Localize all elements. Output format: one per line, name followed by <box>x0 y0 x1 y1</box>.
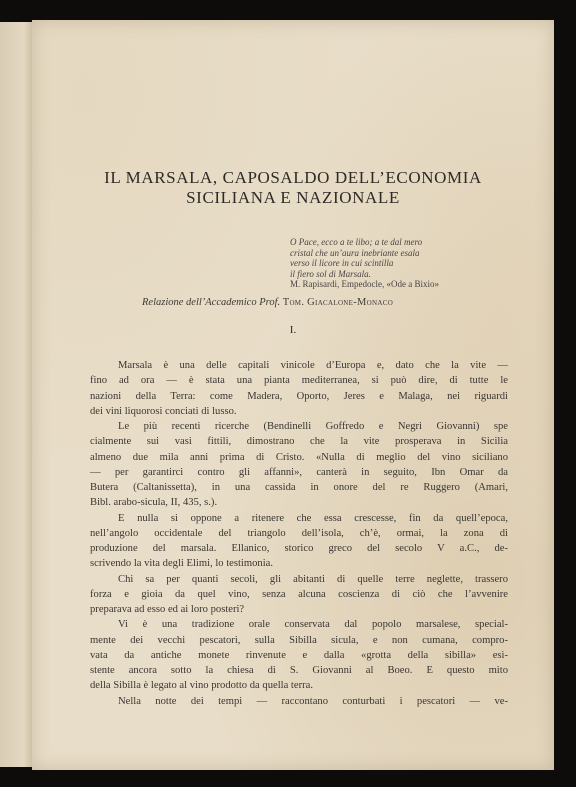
text-line: fino ad ora — è stata una pianta mediterranea, si può dire, di tutte le <box>90 375 508 387</box>
text-line: mente dei vecchi pescatori, sulla Sibilla sicula, e non cumana, compro- <box>90 634 508 646</box>
text-line: Bibl. arabo-sicula, II, 435, s.). <box>90 497 218 509</box>
text-line: scrivendo la vita degli Elimi, lo testimonia. <box>90 558 274 570</box>
paragraph-6 <box>90 694 508 709</box>
report-author: Tom. Giacalone-Monaco <box>282 297 394 308</box>
epigraph <box>290 237 520 290</box>
report-byline-prefix: Relazione dell’Accademico Prof. <box>142 297 281 308</box>
epigraph-line: il fiero sol di Marsala. <box>290 268 371 279</box>
epigraph-line: verso il licore in cui scintilla <box>290 258 394 268</box>
paragraph-5 <box>90 617 508 693</box>
text-line: produzione del marsala. Ellanico, storico greco del secolo V a.C., de- <box>90 543 508 554</box>
text-line: Vi è una tradizione orale conservata dal popolo marsalese, special- <box>118 619 508 631</box>
text-line: — per garantirci contro gli affanni», canterà in seguito, Ibn Omar da <box>90 466 508 478</box>
paragraph-3 <box>90 511 508 572</box>
text-line: E nulla si oppone a ritenere che essa crescesse, fin da quell’epoca, <box>118 512 508 524</box>
text-line: della Sibilla è legato al vino prodotto da quella terra. <box>90 680 313 692</box>
previous-page-edge <box>0 22 35 767</box>
text-line: preparava ad esso ed ai loro posteri? <box>90 604 245 615</box>
paragraph-1 <box>90 358 508 419</box>
text-line: almeno due mila anni prima di Cristo. «Nulla di meglio del vino siciliano <box>90 451 508 463</box>
page-title-line-2: SICILIANA E NAZIONALE <box>186 188 400 207</box>
paragraph-2 <box>90 419 508 511</box>
epigraph-attribution: M. Rapisardi, Empedocle, «Ode a Bixio» <box>290 279 439 289</box>
text-line: stente ancora sotto la chiesa di S. Giovanni al Boeo. E questo mito <box>90 665 508 676</box>
text-line: dei vini liquorosi conciati di lusso. <box>90 405 237 417</box>
text-line: Chi sa per quanti secoli, gli abitanti di quelle terre neglette, trassero <box>118 573 508 585</box>
epigraph-line: cristal che un’aura inebriante esala <box>290 247 420 258</box>
text-line: nazioni della Terra: come Madera, Oporto, Jeres e Malaga, nei riguardi <box>90 390 508 402</box>
epigraph-line: O Pace, ecco a te libo; a te dal mero <box>290 237 423 247</box>
document-page <box>32 20 554 770</box>
text-line: Butera (Caltanissetta), in una cassida in onore del re Ruggero (Amari, <box>90 482 508 493</box>
text-line: nell’angolo occidentale del triangolo dell’isola, ch’è, ormai, la zona di <box>90 527 508 539</box>
text-line: Nella notte dei tempi — raccontano conturbati i pescatori — ve- <box>118 695 508 707</box>
text-line: Marsala è una delle capitali vinicole d’Europa e, dato che la vite — <box>118 360 508 371</box>
text-line: forza e gioia da quel vino, senza alcuna coscienza di ciò che l’avvenire <box>90 588 508 600</box>
page-title-line-1: IL MARSALA, CAPOSALDO DELL’ECONOMIA <box>104 168 482 187</box>
body-text <box>90 358 508 709</box>
paragraph-4 <box>90 572 508 618</box>
text-line: Le più recenti ricerche (Bendinelli Goffredo e Negri Giovanni) spe <box>118 421 508 432</box>
report-byline <box>142 297 482 308</box>
section-numeral: I. <box>289 324 297 336</box>
text-line: cialmente sui vasi fittili, dimostrano che la vite prosperava in Sicilia <box>90 436 508 448</box>
text-line: vata da antiche monete rinvenute e dalla «grotta della sibilla» esi- <box>90 649 508 661</box>
